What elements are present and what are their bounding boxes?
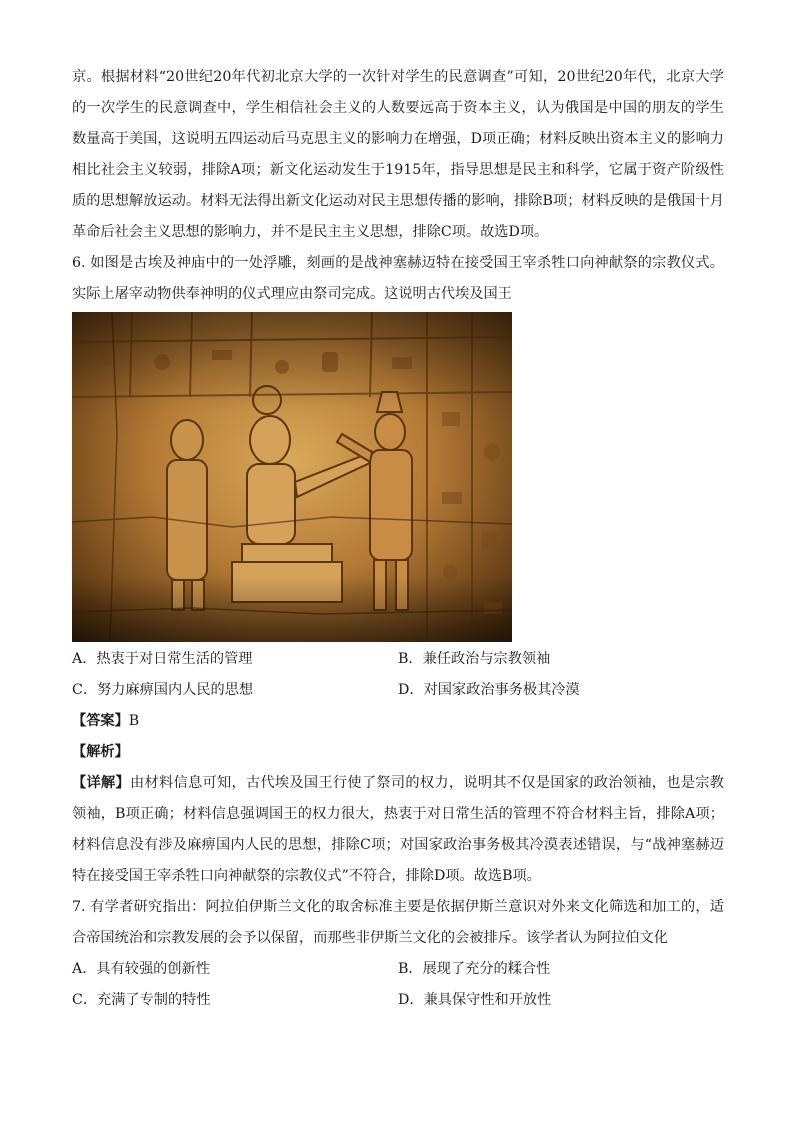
intro-paragraph: 京。根据材料“20世纪20年代初北京大学的一次针对学生的民意调查”可知，20世纪20年代，北京大学的一次学生的民意调查中，学生相信社会主义的人数要远高于资本主义，认为俄国是中国的朋友的学生数量高于美国，这说明五四运动后马克思主义的影响力在增强，D项正确；材料反映出资本主义的影响力相比社会主义较弱，排除A项；新文化运动发生于1915年，指导思想是民主和科学，它属于资产阶级性质的思想解放运动。材料无法得出新文化运动对民主思想传播的影响，排除B项；材料反映的是俄国十月革命后社会主义思想的影响力，并不是民主主义思想，排除C项。故选D项。 [72,69,724,240]
answer-line [72,706,724,737]
q6-option-d: D．对国家政治事务极其冷漠 [398,682,580,698]
question-6-options [72,644,724,706]
q6-option-c: C．努力麻痹国内人民的思想 [72,682,254,698]
analysis-tag: 【解析】 [72,744,129,760]
q6-option-b: B．兼任政治与宗教领袖 [398,651,551,667]
detail-tag: 【详解】 [72,775,130,791]
document-page [72,62,724,1016]
q7-option-d: D．兼具保守性和开放性 [398,992,552,1008]
q6-option-a: A．热衷于对日常生活的管理 [72,651,253,667]
detail-paragraph [72,768,724,892]
analysis-heading [72,737,724,768]
detail-text: 由材料信息可知，古代埃及国王行使了祭司的权力，说明其不仅是国家的政治领袖，也是宗教领袖，B项正确；材料信息强调国王的权力很大，热衷于对日常生活的管理不符合材料主旨，排除A项；材料信息没有涉及麻痹国内人民的思想，排除C项；对国家政治事务极其冷漠表述错误，与“战神塞赫迈特在接受国王宰杀牲口向神献祭的宗教仪式”不符合，排除D项。故选B项。 [72,775,724,884]
egyptian-relief-image [72,312,512,642]
q7-option-c: C．充满了专制的特性 [72,992,211,1008]
q7-option-b: B．展现了充分的糅合性 [398,961,551,977]
answer-tag: 【答案】 [72,713,129,729]
question-7-stem: 7. 有学者研究指出：阿拉伯伊斯兰文化的取舍标准主要是依据伊斯兰意识对外来文化筛选和加工的，适合帝国统治和宗教发展的会予以保留，而那些非伊斯兰文化的会被排斥。该学者认为阿拉伯文化 [72,899,724,946]
question-6-stem: 6. 如图是古埃及神庙中的一处浮雕，刻画的是战神塞赫迈特在接受国王宰杀牲口向神献祭的宗教仪式。实际上屠宰动物供奉神明的仪式理应由祭司完成。这说明古代埃及国王 [72,255,724,302]
question-7-options [72,954,724,1016]
q7-option-a: A．具有较强的创新性 [72,961,210,977]
answer-value: B [128,713,140,729]
relief-carving-drawing [72,312,512,642]
